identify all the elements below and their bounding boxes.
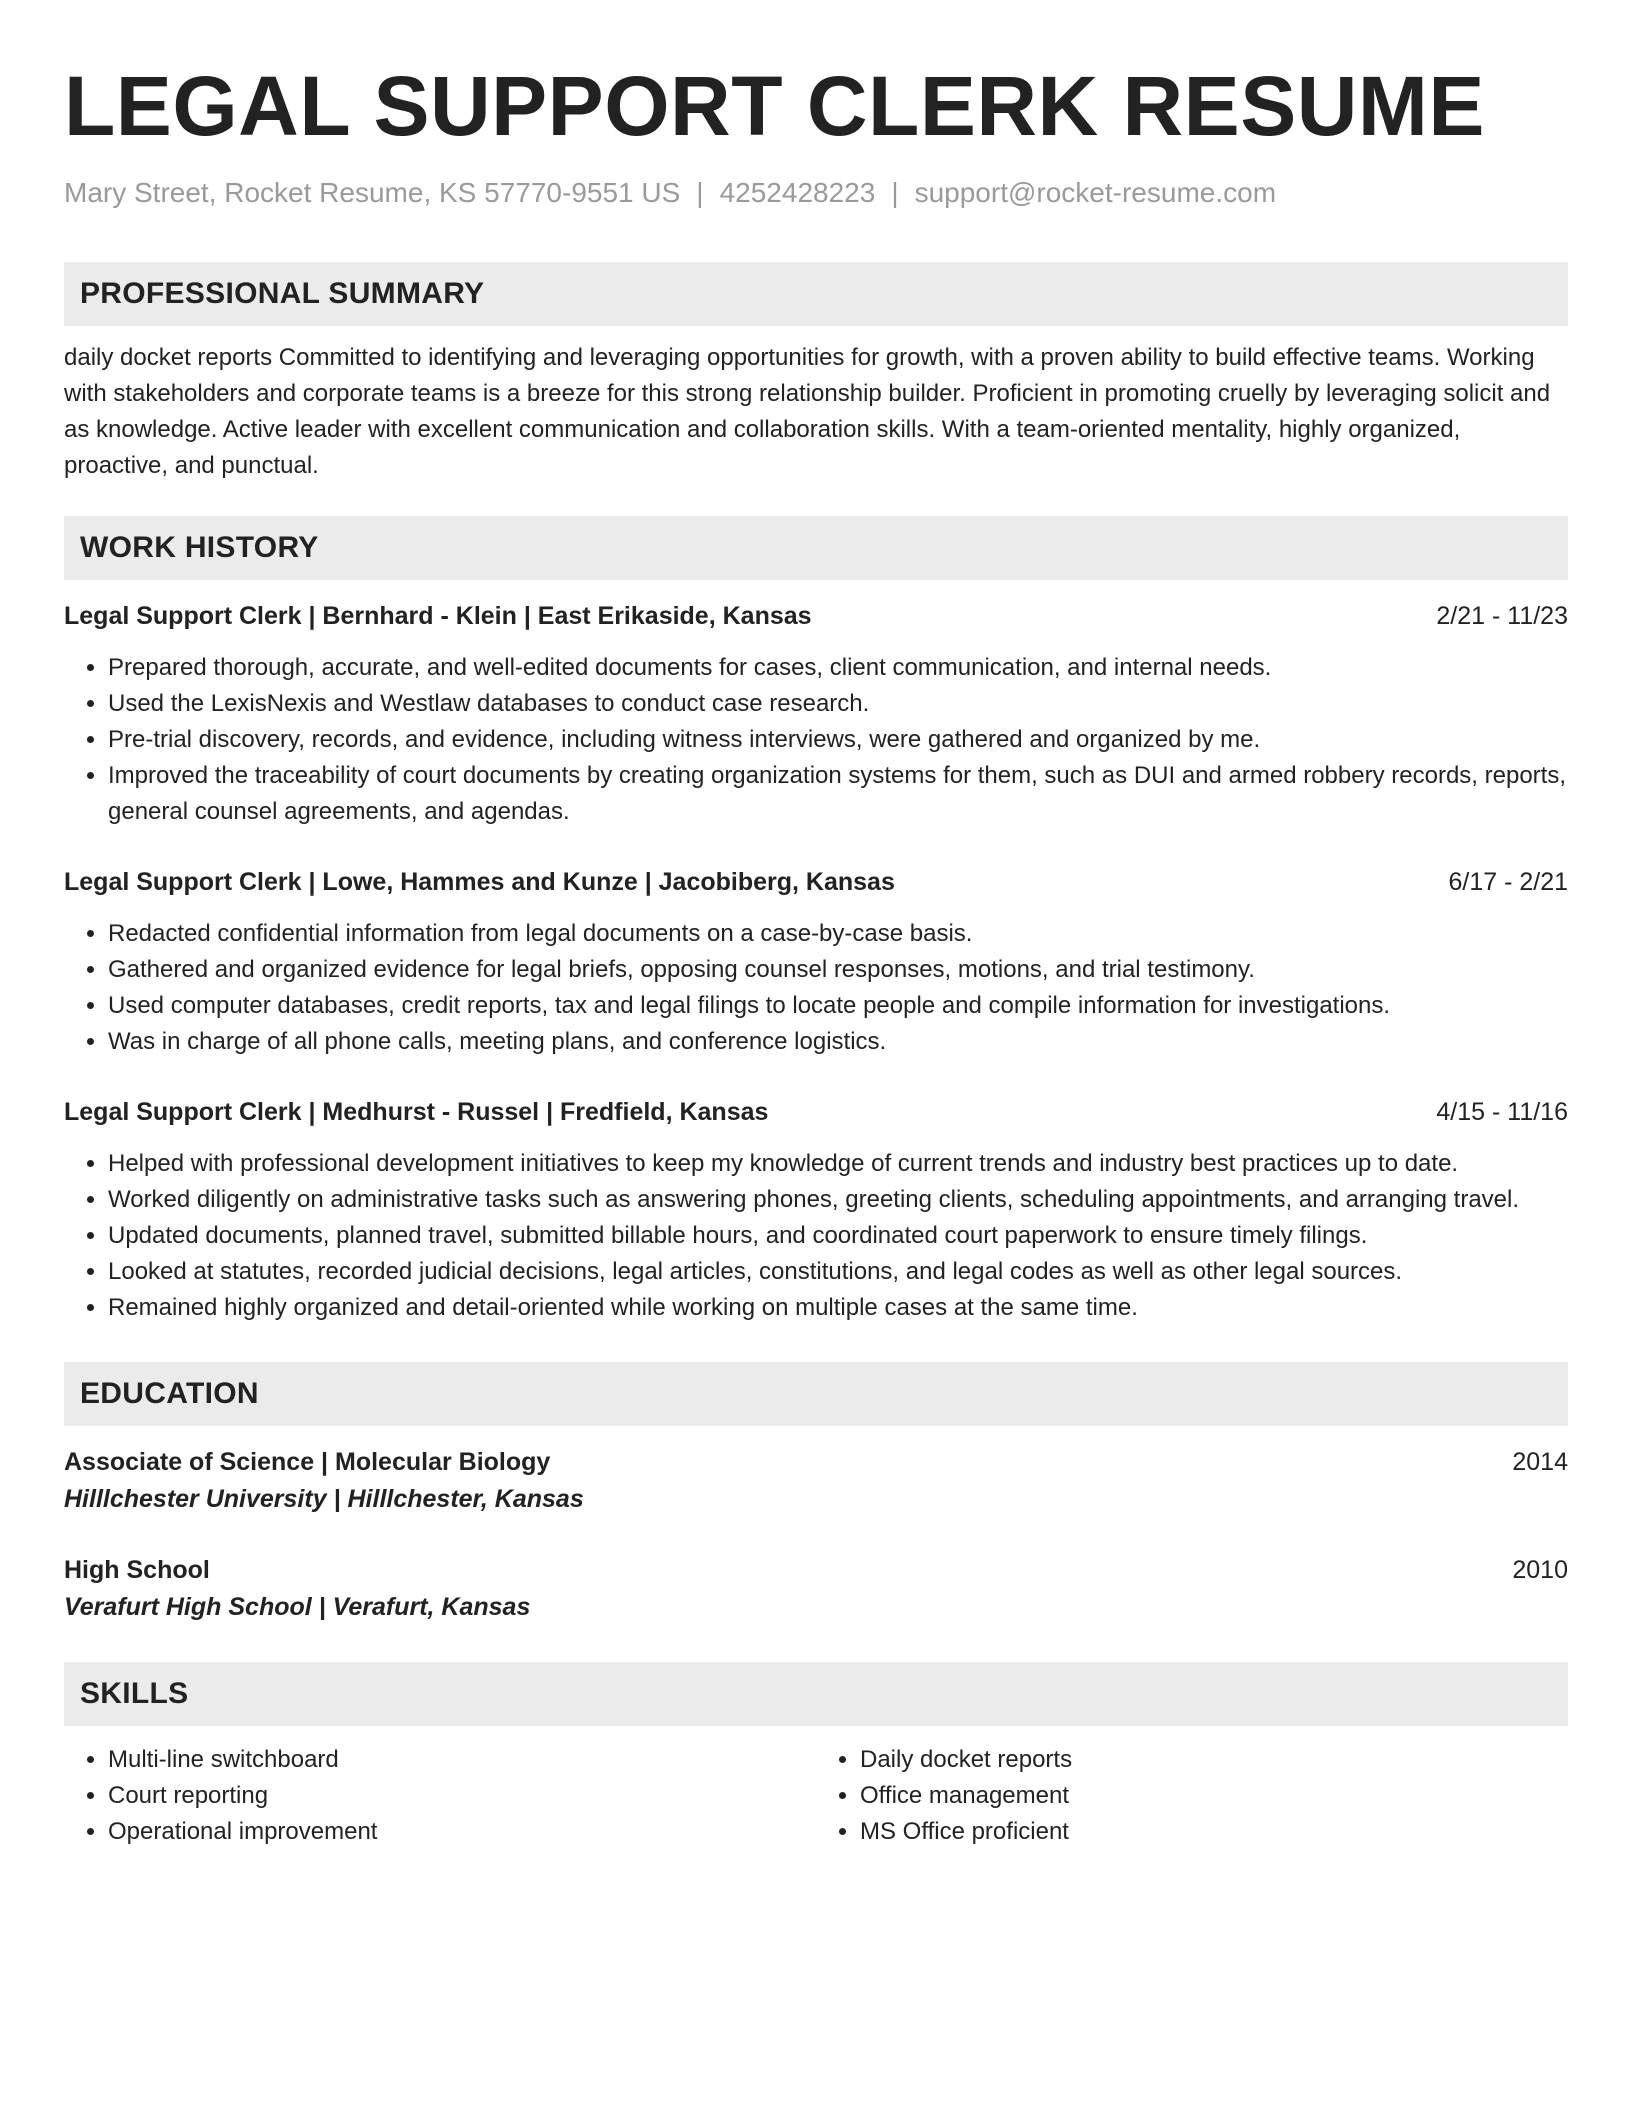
job-title: Legal Support Clerk | Lowe, Hammes and Kunze | Jacobiberg, Kansas bbox=[64, 868, 895, 896]
job-dates: 2/21 - 11/23 bbox=[1436, 602, 1568, 630]
contact-phone: 4252428223 bbox=[719, 177, 876, 208]
skill-item: • Court reporting bbox=[108, 1778, 816, 1814]
job-bullet: • Improved the traceability of court documents by creating organization systems for them, such as DUI and armed robbery records, reports, general counsel agreements, and agendas. bbox=[108, 758, 1568, 830]
contact-address: Mary Street, Rocket Resume, KS 57770-9551 US bbox=[64, 177, 681, 208]
job-bullet: • Redacted confidential information from legal documents on a case-by-case basis. bbox=[108, 916, 1568, 952]
education-degree: High School bbox=[64, 1556, 210, 1584]
education-school: Verafurt High School | Verafurt, Kansas bbox=[64, 1593, 531, 1621]
section-heading-work-history: WORK HISTORY bbox=[64, 516, 1568, 580]
education-header bbox=[64, 1444, 1568, 1480]
job-bullet: • Used the LexisNexis and Westlaw databases to conduct case research. bbox=[108, 686, 1568, 722]
contact-separator: | bbox=[891, 177, 899, 208]
job-bullets bbox=[64, 1146, 1568, 1326]
education-header bbox=[64, 1552, 1568, 1588]
job-bullet: • Gathered and organized evidence for legal briefs, opposing counsel responses, motions, and trial testimony. bbox=[108, 952, 1568, 988]
contact-line bbox=[64, 176, 1568, 210]
skill-item: • Daily docket reports bbox=[860, 1742, 1568, 1778]
skills-column-right bbox=[816, 1742, 1568, 1850]
job-bullets bbox=[64, 916, 1568, 1060]
education-entry bbox=[64, 1444, 1568, 1518]
job-bullet: • Updated documents, planned travel, submitted billable hours, and coordinated court paperwork to ensure timely filings. bbox=[108, 1218, 1568, 1254]
job-bullet: • Helped with professional development initiatives to keep my knowledge of current trends and industry best practices up to date. bbox=[108, 1146, 1568, 1182]
resume-title: LEGAL SUPPORT CLERK RESUME bbox=[64, 59, 1485, 153]
education-year: 2010 bbox=[1512, 1556, 1568, 1584]
job-entry bbox=[64, 598, 1568, 830]
education-school: Hilllchester University | Hilllchester, Kansas bbox=[64, 1485, 584, 1513]
job-header bbox=[64, 1094, 1568, 1130]
education-entry bbox=[64, 1552, 1568, 1626]
education-degree: Associate of Science | Molecular Biology bbox=[64, 1448, 551, 1476]
education-year: 2014 bbox=[1512, 1448, 1568, 1476]
job-bullet: • Worked diligently on administrative tasks such as answering phones, greeting clients, scheduling appointments, and arranging travel. bbox=[108, 1182, 1568, 1218]
job-header bbox=[64, 864, 1568, 900]
job-bullet: • Pre-trial discovery, records, and evidence, including witness interviews, were gathered and organized by me. bbox=[108, 722, 1568, 758]
skills-grid bbox=[64, 1742, 1568, 1850]
skill-item: • Office management bbox=[860, 1778, 1568, 1814]
skills-column-left bbox=[64, 1742, 816, 1850]
job-dates: 6/17 - 2/21 bbox=[1448, 868, 1568, 896]
job-bullet: • Remained highly organized and detail-oriented while working on multiple cases at the same time. bbox=[108, 1290, 1568, 1326]
job-entry bbox=[64, 864, 1568, 1060]
contact-separator: | bbox=[696, 177, 704, 208]
job-bullet: • Prepared thorough, accurate, and well-edited documents for cases, client communication, and internal needs. bbox=[108, 650, 1568, 686]
section-heading-education: EDUCATION bbox=[64, 1362, 1568, 1426]
contact-email: support@rocket-resume.com bbox=[914, 177, 1277, 208]
skill-item: • Operational improvement bbox=[108, 1814, 816, 1850]
section-heading-summary: PROFESSIONAL SUMMARY bbox=[64, 262, 1568, 326]
job-dates: 4/15 - 11/16 bbox=[1436, 1098, 1568, 1126]
section-heading-skills: SKILLS bbox=[64, 1662, 1568, 1726]
job-header bbox=[64, 598, 1568, 634]
job-title: Legal Support Clerk | Bernhard - Klein | East Erikaside, Kansas bbox=[64, 602, 812, 630]
summary-text: daily docket reports Committed to identifying and leveraging opportunities for growth, with a proven ability to build effective teams. Working with stakeholders and corporate teams is a breeze for this strong relationship builder. Proficient in promoting cruelly by leveraging solicit and as knowledge. Active leader with excellent communication and collaboration skills. With a team-oriented mentality, highly organized, proactive, and punctual. bbox=[64, 344, 1551, 479]
job-entry bbox=[64, 1094, 1568, 1326]
job-bullet: • Was in charge of all phone calls, meeting plans, and conference logistics. bbox=[108, 1024, 1568, 1060]
skill-item: • MS Office proficient bbox=[860, 1814, 1568, 1850]
job-bullet: • Used computer databases, credit reports, tax and legal filings to locate people and compile information for investigations. bbox=[108, 988, 1568, 1024]
job-bullets bbox=[64, 650, 1568, 830]
job-title: Legal Support Clerk | Medhurst - Russel | Fredfield, Kansas bbox=[64, 1098, 769, 1126]
skill-item: • Multi-line switchboard bbox=[108, 1742, 816, 1778]
job-bullet: • Looked at statutes, recorded judicial decisions, legal articles, constitutions, and legal codes as well as other legal sources. bbox=[108, 1254, 1568, 1290]
